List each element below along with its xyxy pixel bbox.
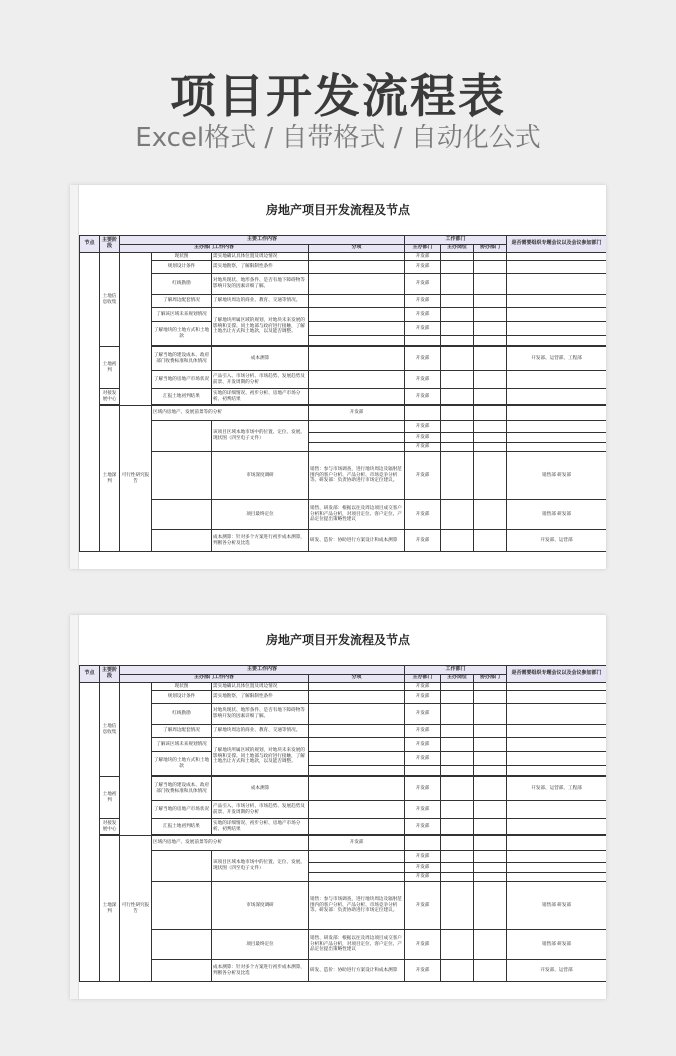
detail-cell: 区域内房地产、发展前景等的分析	[152, 836, 309, 851]
header-breakdown: 分项	[309, 244, 405, 253]
detail-cell: 产品引入、市场分析、市场趋势、发展趋势及前景、开发周期的分析	[212, 371, 309, 389]
stage-cell: 土地初判	[100, 777, 120, 819]
page-subtitle: Excel格式 / 自带格式 / 自动化公式	[135, 123, 541, 153]
stage-cell: 土地信息收集	[100, 253, 120, 347]
item-cell: 了解当地的房地产市场状况	[152, 801, 212, 819]
stage-cell: 对接发展中心	[100, 389, 120, 405]
dept-cell: 开发部	[405, 322, 441, 336]
header-participants: 是否需要组织专题会议以及会议参加部门	[507, 666, 606, 683]
dept-cell: 开发部	[405, 873, 441, 882]
sheet-title: 房地产项目开发流程及节点	[265, 203, 410, 217]
dept-cell: 开发部	[405, 530, 441, 552]
item-cell: 了解该区域未来规划情况	[152, 308, 212, 322]
item-cell: 了解当地的建设成本、政府部门收费标准和具体情况	[152, 777, 212, 801]
dept-cell: 开发部	[405, 274, 441, 295]
page-title: 项目开发流程表	[170, 69, 506, 123]
detail-cell: 对地块现状、地形条件、是否有地下障碍物等影响开发的因素详细了解。	[212, 704, 309, 725]
dept-cell: 开发部	[405, 683, 441, 691]
header-assist-dept: 协办部门	[474, 674, 507, 683]
dept-cell: 开发部	[405, 801, 441, 819]
dept-cell: 开发部	[405, 421, 441, 433]
process-table	[79, 235, 606, 552]
detail-cell: 需实地勘察，了解限制性条件	[212, 261, 309, 274]
item-cell: 了解该区域未来规划情况	[152, 738, 212, 752]
split-note-cell: 销售、研发部：根据以往及周边项目成交客户分析和产品分析，对项目定位、客户定位、产品定位提出策略性建议	[309, 930, 405, 960]
item-cell: 汇报土地初判结果	[152, 819, 212, 835]
detail-cell: 需实地确认具体位置及周边情况	[212, 253, 309, 261]
dept-cell: 开发部	[405, 930, 441, 960]
meeting-cell: 开发部、运营部、工程部	[507, 347, 606, 371]
node-cell	[80, 683, 100, 982]
stage-cell: 土地初判	[100, 347, 120, 389]
meeting-cell: 销售部 研发部	[507, 882, 606, 930]
split-note-cell: 研发、造价：协助进行方案设计和成本测算	[309, 530, 405, 552]
header-stage: 主要阶段	[100, 236, 120, 253]
meeting-cell: 销售部 研发部	[507, 930, 606, 960]
header-work: 主要工作内容	[120, 236, 405, 245]
stage-cell: 土地信息收集	[100, 683, 120, 777]
split-cell: 成本测算	[212, 347, 309, 371]
split-cell	[309, 253, 405, 261]
detail-cell: 该项目区域本地市场中的位置、定位、发展。现状图（四至电子文件）	[212, 851, 309, 882]
split-note-cell: 销售、研发部：根据以往及周边项目成交客户分析和产品分析，对项目定位、客户定位、产品定位提出策略性建议	[309, 500, 405, 530]
stage-cell: 对接发展中心	[100, 819, 120, 835]
dept-cell: 开发部	[405, 389, 441, 405]
row-gutter	[70, 185, 79, 569]
split-cell: 市场深度调研	[212, 882, 309, 930]
header-participants: 是否需要组织专题会议以及会议参加部门	[507, 236, 606, 253]
dept-cell: 开发部	[405, 443, 441, 452]
dept-cell: 开发部	[405, 452, 441, 500]
dept-cell: 开发部	[405, 433, 441, 443]
meeting-cell: 销售部 研发部	[507, 500, 606, 530]
dept-cell: 开发部	[405, 295, 441, 308]
item-cell: 了解周边配套情况	[152, 295, 212, 308]
dept-cell: 开发部	[405, 851, 441, 863]
process-table	[79, 665, 606, 982]
stage-cell: 土地深判	[100, 836, 120, 982]
split-cell: 项目最终定位	[212, 930, 309, 960]
dept-cell: 开发部	[405, 253, 441, 261]
split-note-cell: 销售：参与市场调查，进行地块周边及辐射范围内的客户分析、产品分析、市场竞争分析等。研发部：负责协助进行市场定位建议。	[309, 882, 405, 930]
meeting-cell: 开发部、运营部、工程部	[507, 777, 606, 801]
detail-cell: 实地的详细情况、初步分析、房地产市场分析、初判结果	[212, 819, 309, 835]
row-gutter	[70, 615, 79, 999]
header-dept: 工作部门	[405, 236, 507, 245]
detail-cell: 对地块现状、地形条件、是否有地下障碍物等影响开发的因素详细了解。	[212, 274, 309, 295]
split-cell: 成本测算	[212, 777, 309, 801]
dept-cell: 开发部	[405, 691, 441, 704]
header-lead-post: 主办岗位	[441, 674, 474, 683]
header-node: 节点	[80, 666, 100, 683]
item-cell: 汇报土地初判结果	[152, 389, 212, 405]
detail-cell: 实地的详细情况、初步分析、房地产市场分析、初判结果	[212, 389, 309, 405]
meeting-cell: 销售部 研发部	[507, 452, 606, 500]
detail-cell: 区域内房地产、发展前景等的分析	[152, 406, 309, 421]
dept-cell: 开发部	[405, 777, 441, 801]
dept-cell: 开发部	[309, 836, 405, 851]
dept-cell: 开发部	[405, 371, 441, 389]
item-cell: 可行性研究报告	[120, 836, 152, 982]
item-cell: 红线勘勘	[152, 704, 212, 725]
sheet-title: 房地产项目开发流程及节点	[265, 633, 410, 647]
meeting-cell: 开发部、运营部	[507, 530, 606, 552]
dept-cell: 开发部	[405, 261, 441, 274]
header-dept: 工作部门	[405, 666, 507, 675]
split-cell: 市场深度调研	[212, 452, 309, 500]
header-lead-content: 主办部门工作内容	[120, 674, 309, 683]
item-cell: 规划设计条件	[152, 261, 212, 274]
dept-cell: 开发部	[405, 863, 441, 873]
detail-cell: 了解地块周边的商业、教育、交通等情况。	[212, 725, 309, 738]
header-lead-content: 主办部门工作内容	[120, 244, 309, 253]
header-node: 节点	[80, 236, 100, 253]
split-note-cell: 研发、造价：协助进行方案设计和成本测算	[309, 960, 405, 982]
spacer-cell	[120, 683, 152, 836]
dept-cell: 开发部	[405, 500, 441, 530]
item-cell: 了解地块的土地方式和土地款	[152, 752, 212, 776]
header-work: 主要工作内容	[120, 666, 405, 675]
stage-cell: 土地深判	[100, 406, 120, 552]
dept-cell: 开发部	[405, 819, 441, 835]
detail-cell: 了解地块周边的商业、教育、交通等情况。	[212, 295, 309, 308]
item-cell: 规划设计条件	[152, 691, 212, 704]
dept-cell: 开发部	[405, 725, 441, 738]
meeting-cell: 开发部、运营部	[507, 960, 606, 982]
dept-cell: 开发部	[405, 347, 441, 371]
dept-cell: 开发部	[405, 738, 441, 752]
dept-cell: 开发部	[405, 752, 441, 766]
detail-cell: 需实地确认具体位置及周边情况	[212, 683, 309, 691]
item-cell: 现状图	[152, 683, 212, 691]
header-assist-dept: 协办部门	[474, 244, 507, 253]
detail-cell: 成本测算：针对多个方案进行初步成本测算，判断各分析及比选	[212, 530, 309, 552]
detail-cell: 产品引入、市场分析、市场趋势、发展趋势及前景、开发周期的分析	[212, 801, 309, 819]
header-lead-dept: 主办部门	[405, 244, 441, 253]
sheet-preview-1	[70, 185, 606, 569]
spacer-cell	[120, 253, 152, 406]
item-cell: 了解当地的建设成本、政府部门收费标准和具体情况	[152, 347, 212, 371]
dept-cell: 开发部	[405, 960, 441, 982]
node-cell	[80, 253, 100, 552]
dept-cell: 开发部	[309, 406, 405, 421]
detail-cell: 了解地块所属区域的规划，对地块未来发展的影响和支撑。同土地部与政府进行接触，了解土地出让方式和土地款，以及能否调整。	[212, 738, 309, 776]
split-note-cell: 销售：参与市场调查，进行地块周边及辐射范围内的客户分析、产品分析、市场竞争分析等。研发部：负责协助进行市场定位建议。	[309, 452, 405, 500]
dept-cell: 开发部	[405, 308, 441, 322]
detail-cell: 需实地勘察，了解限制性条件	[212, 691, 309, 704]
detail-cell: 了解地块所属区域的规划，对地块未来发展的影响和支撑。同土地部与政府进行接触，了解土地出让方式和土地款，以及能否调整。	[212, 308, 309, 346]
dept-cell: 开发部	[405, 704, 441, 725]
detail-cell: 成本测算：针对多个方案进行初步成本测算，判断各分析及比选	[212, 960, 309, 982]
sheet-preview-2	[70, 615, 606, 999]
item-cell: 红线勘勘	[152, 274, 212, 295]
header-lead-dept: 主办部门	[405, 674, 441, 683]
split-cell	[309, 683, 405, 691]
detail-cell: 该项目区域本地市场中的位置、定位、发展。现状图（四至电子文件）	[212, 421, 309, 452]
item-cell: 了解地块的土地方式和土地款	[152, 322, 212, 346]
item-cell: 现状图	[152, 253, 212, 261]
item-cell: 了解当地的房地产市场状况	[152, 371, 212, 389]
item-cell: 了解周边配套情况	[152, 725, 212, 738]
dept-cell: 开发部	[405, 882, 441, 930]
split-cell: 项目最终定位	[212, 500, 309, 530]
header-stage: 主要阶段	[100, 666, 120, 683]
item-cell: 可行性研究报告	[120, 406, 152, 552]
header-lead-post: 主办岗位	[441, 244, 474, 253]
header-breakdown: 分项	[309, 674, 405, 683]
